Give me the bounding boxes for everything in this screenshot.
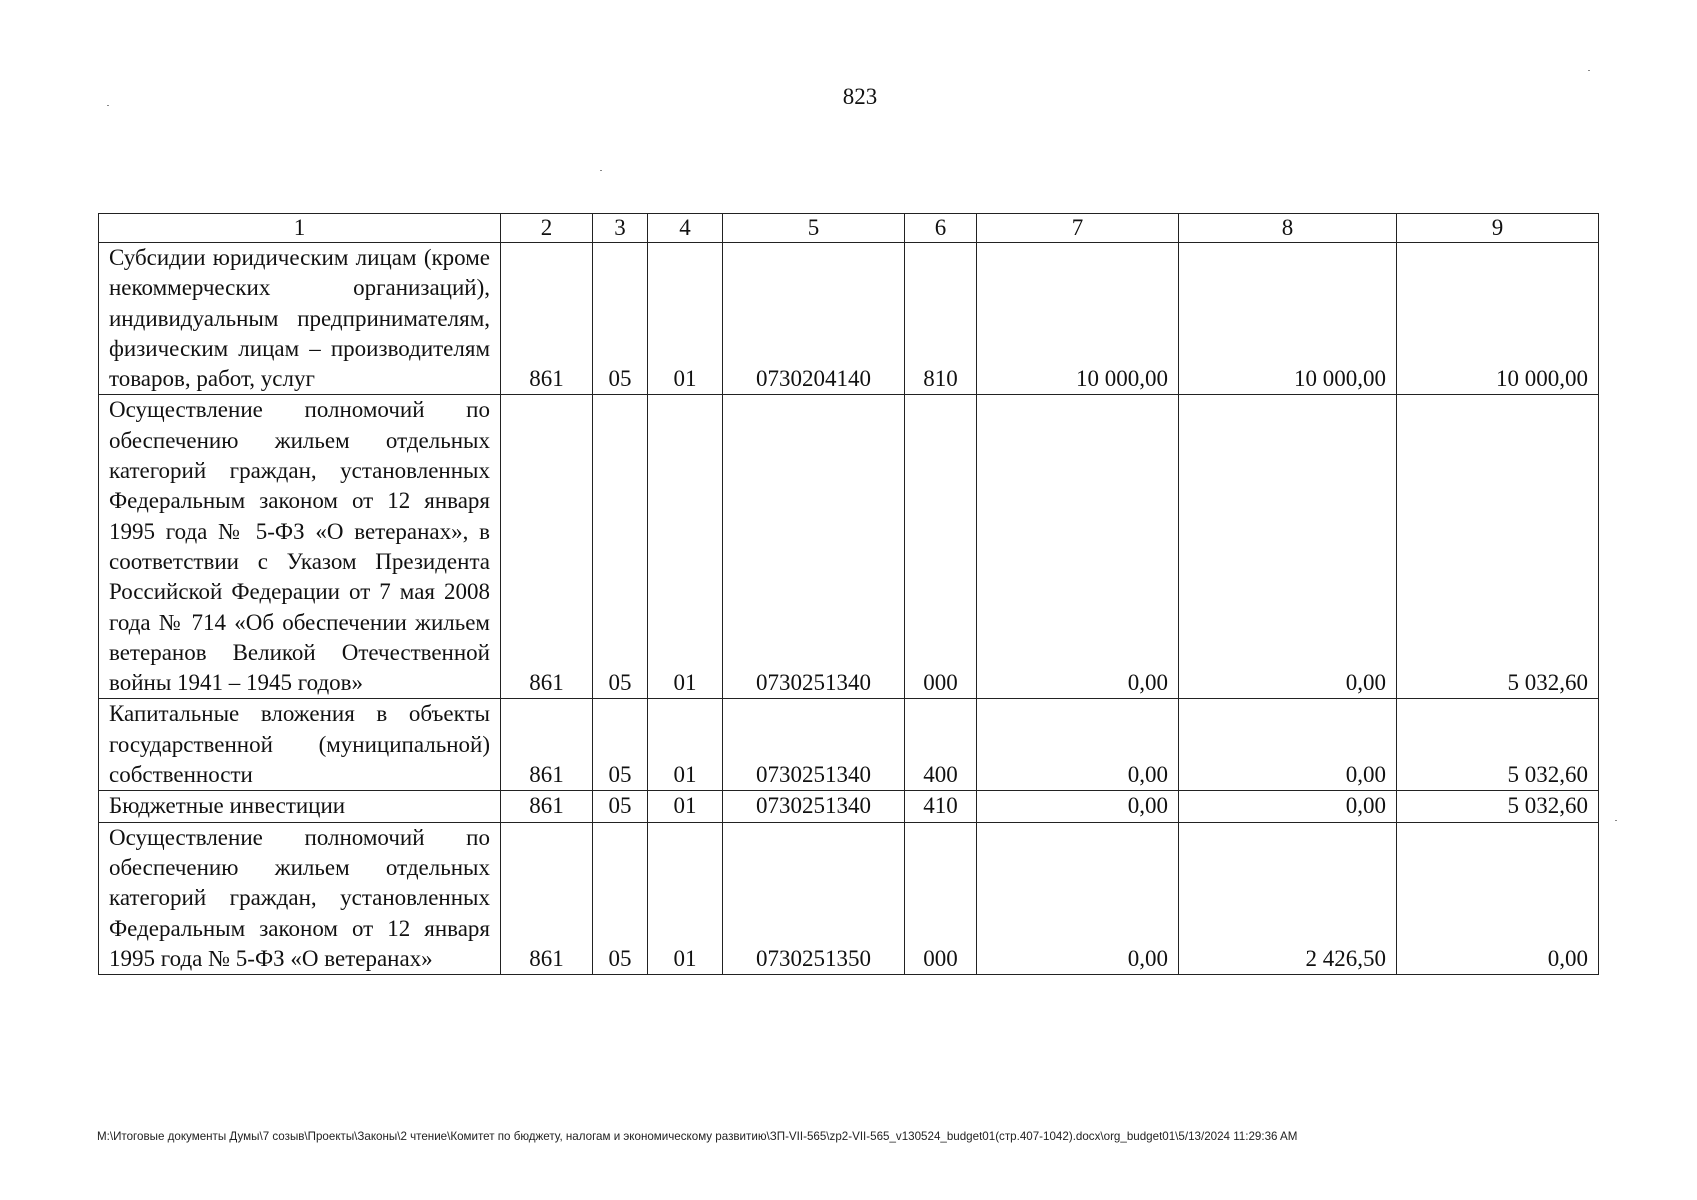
row-expense-type: 810 [905,243,977,395]
row-section: 05 [593,699,648,791]
row-target-article: 0730251340 [723,395,905,699]
row-admin-code: 861 [501,791,593,822]
row-amount-col7: 10 000,00 [977,243,1179,395]
row-subsection: 01 [648,822,723,974]
row-amount-col9: 5 032,60 [1397,699,1599,791]
row-expense-type: 400 [905,699,977,791]
row-expense-type: 000 [905,395,977,699]
scan-speck [600,170,602,171]
page-number: 823 [842,84,878,109]
table-row [99,699,1599,791]
row-section: 05 [593,243,648,395]
row-section: 05 [593,822,648,974]
row-amount-col9: 0,00 [1397,822,1599,974]
row-admin-code: 861 [501,395,593,699]
row-target-article: 0730251340 [723,791,905,822]
scan-speck [1615,820,1617,821]
row-amount-col8: 2 426,50 [1179,822,1397,974]
row-subsection: 01 [648,791,723,822]
table-row [99,243,1599,395]
row-expense-type: 000 [905,822,977,974]
table-row [99,822,1599,974]
scan-speck [1588,70,1590,71]
header-cell-7: 7 [977,214,1179,243]
table-header-row [99,214,1599,243]
scan-speck [107,105,109,106]
row-amount-col7: 0,00 [977,699,1179,791]
row-subsection: 01 [648,699,723,791]
row-amount-col7: 0,00 [977,395,1179,699]
row-admin-code: 861 [501,699,593,791]
row-target-article: 0730251340 [723,699,905,791]
row-amount-col7: 0,00 [977,822,1179,974]
row-target-article: 0730204140 [723,243,905,395]
row-amount-col8: 0,00 [1179,395,1397,699]
row-admin-code: 861 [501,243,593,395]
row-subsection: 01 [648,395,723,699]
row-section: 05 [593,395,648,699]
row-name: Осуществление полномочий по обеспечению жильем отдельных категорий граждан, установленных Федеральным законом от 12 января 1995 года № 5-ФЗ «О ветеранах», в соответствии с Указом Президента Российской Федерации от 7 мая 2008 года № 714 «Об обеспечении жильем ветеранов Великой Отечественной войны 1941 – 1945 годов» [99,395,501,699]
row-name: Бюджетные инвестиции [99,791,501,822]
row-name: Капитальные вложения в объекты государственной (муниципальной) собственности [99,699,501,791]
table-row [99,395,1599,699]
header-cell-3: 3 [593,214,648,243]
header-cell-2: 2 [501,214,593,243]
row-amount-col7: 0,00 [977,791,1179,822]
row-name: Субсидии юридическим лицам (кроме некоммерческих организаций), индивидуальным предпринимателям, физическим лицам – производителям товаров, работ, услуг [99,243,501,395]
row-amount-col8: 10 000,00 [1179,243,1397,395]
table-row [99,791,1599,822]
row-name: Осуществление полномочий по обеспечению жильем отдельных категорий граждан, установленных Федеральным законом от 12 января 1995 года № 5-ФЗ «О ветеранах» [99,822,501,974]
row-amount-col8: 0,00 [1179,791,1397,822]
header-cell-9: 9 [1397,214,1599,243]
row-target-article: 0730251350 [723,822,905,974]
row-section: 05 [593,791,648,822]
header-cell-5: 5 [723,214,905,243]
footer-file-path: M:\Итоговые документы Думы\7 созыв\Проекты\Законы\2 чтение\Комитет по бюджету, налогам и экономическому развитию\ЗП-VII-565\zp2-VII-565_v130524_budget01(стр.407-1042).docx\org_budget01\5/13/2024 11:29:36 AM [97,1130,1298,1143]
row-amount-col9: 5 032,60 [1397,791,1599,822]
row-amount-col9: 10 000,00 [1397,243,1599,395]
header-cell-6: 6 [905,214,977,243]
row-amount-col8: 0,00 [1179,699,1397,791]
row-subsection: 01 [648,243,723,395]
budget-table [98,213,1599,975]
header-cell-1: 1 [99,214,501,243]
header-cell-4: 4 [648,214,723,243]
header-cell-8: 8 [1179,214,1397,243]
row-admin-code: 861 [501,822,593,974]
row-expense-type: 410 [905,791,977,822]
row-amount-col9: 5 032,60 [1397,395,1599,699]
